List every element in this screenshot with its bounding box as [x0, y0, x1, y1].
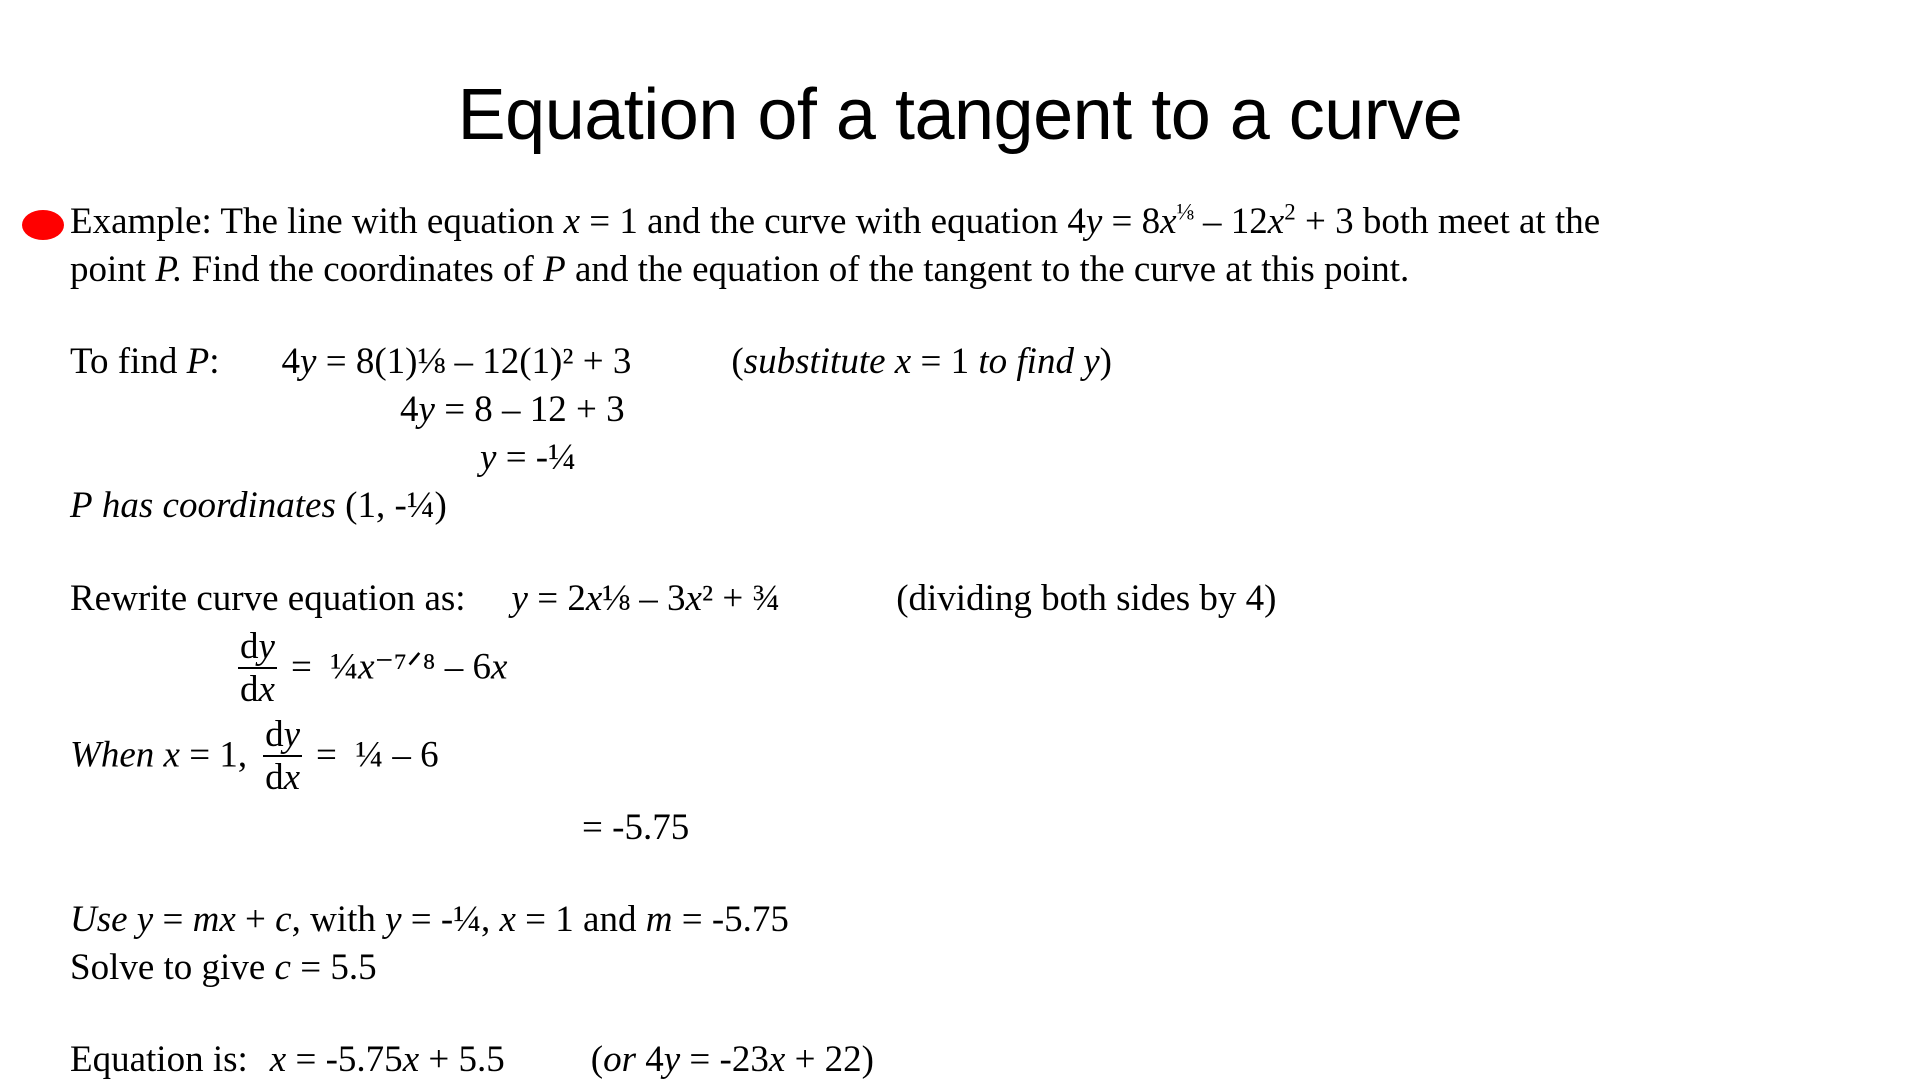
- find-p-row-1: To find P: 4y = 8(1)⅛ – 12(1)² + 3 (substitute x = 1 to find y): [70, 341, 1112, 383]
- when-row: [70, 714, 1890, 799]
- when-denominator: dx: [265, 757, 301, 799]
- example-line-2: point P. Find the coordinates of P and the equation of the tangent to the curve at this point.: [70, 249, 1410, 291]
- spacer-2: [70, 531, 1890, 575]
- derivative-row: [70, 623, 1890, 711]
- rewrite-block: [70, 575, 1890, 712]
- find-p-block: [70, 338, 1890, 530]
- answer-row: [70, 1036, 1890, 1080]
- when-rhs: = ¼ – 6: [316, 734, 439, 776]
- answer-block: [70, 1036, 1890, 1080]
- when-value: = -5.75: [582, 806, 690, 848]
- find-p-equation-3: y = -¼: [480, 437, 576, 479]
- use-line-1: Use y = mx + c, with y = -¼, x = 1 and m = -5.75: [70, 898, 789, 940]
- derivative-denominator: dx: [240, 668, 275, 710]
- page-title: Equation of a tangent to a curve: [457, 75, 1463, 155]
- spacer-1: [70, 294, 1890, 338]
- find-p-row-3: [70, 434, 1890, 482]
- find-p-note: (substitute x = 1 to find y): [731, 341, 1112, 383]
- use-block: [70, 896, 1890, 992]
- rewrite-row: [70, 575, 1890, 623]
- slide-body: [70, 198, 1890, 1080]
- example-line-1: Example: The line with equation x = 1 and the curve with equation $4y = 8x^{\frac{1}{8}} - 12x^2 + 3$ both meet at the: [70, 199, 1601, 242]
- when-value-row: [70, 800, 1890, 852]
- find-p-row-2: [70, 386, 1890, 434]
- when-prefix: When x = 1,: [70, 734, 248, 776]
- derivative-rhs: = ¼x⁻⁷ᐟ⁸ – 6x: [290, 646, 508, 688]
- example-paragraph: [70, 198, 1890, 294]
- rewrite-label: Rewrite curve equation as:: [70, 577, 466, 619]
- use-line-2: Solve to give c = 5.5: [70, 946, 377, 988]
- derivative-fraction: [238, 627, 277, 709]
- when-block: [70, 711, 1890, 852]
- bullet-marker: [22, 210, 64, 240]
- find-p-equation-2: 4y = 8 – 12 + 3: [400, 389, 625, 431]
- spacer-3: [70, 852, 1890, 896]
- derivative-numerator: dy: [238, 627, 277, 669]
- rewrite-equation: y = 2x⅛ – 3x² + ¾: [511, 577, 781, 619]
- find-p-equation-1: 4y = 8(1)⅛ – 12(1)² + 3: [281, 341, 632, 383]
- rewrite-note: (dividing both sides by 4): [896, 577, 1277, 619]
- answer-alternative: (or 4y = -23x + 22): [590, 1038, 875, 1080]
- when-fraction: [263, 715, 302, 797]
- find-p-result: P has coordinates (1, -¼): [70, 485, 447, 527]
- answer-label: Equation is:: [70, 1038, 248, 1080]
- answer-equation: x = -5.75x + 5.5: [269, 1038, 505, 1080]
- when-numerator: dy: [263, 715, 302, 757]
- spacer-4: [70, 992, 1890, 1036]
